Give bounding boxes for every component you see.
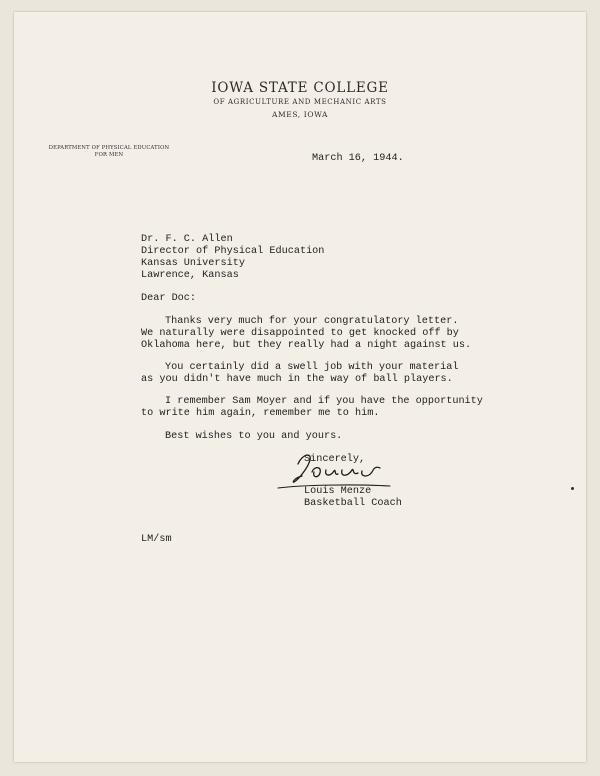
body-line: I remember Sam Moyer and if you have the opportunity	[165, 396, 483, 407]
letter-date: March 16, 1944.	[312, 153, 404, 164]
recipient-institution: Kansas University	[141, 258, 245, 269]
letterhead-subtitle: OF AGRICULTURE AND MECHANIC ARTS	[213, 98, 387, 106]
department-line-2: FOR MEN	[94, 152, 124, 158]
letterhead-city: AMES, IOWA	[271, 110, 329, 119]
closing: Sincerely,	[304, 454, 366, 465]
recipient-name: Dr. F. C. Allen	[141, 234, 233, 245]
body-line: Thanks very much for your congratulatory letter.	[165, 316, 459, 327]
signer-title: Basketball Coach	[304, 498, 402, 509]
body-line: to write him again, remember me to him.	[141, 408, 380, 419]
body-line: Oklahoma here, but they really had a night against us.	[141, 340, 472, 351]
letter-paper	[14, 12, 586, 762]
signer-name: Louis Menze	[304, 486, 372, 497]
salutation: Dear Doc:	[141, 293, 197, 304]
ink-speck	[571, 487, 574, 490]
letterhead-college: IOWA STATE COLLEGE	[211, 80, 389, 96]
body-line: Best wishes to you and yours.	[165, 431, 343, 442]
body-line: You certainly did a swell job with your material	[165, 362, 459, 373]
body-line: We naturally were disappointed to get knocked off by	[141, 328, 459, 339]
reference-initials: LM/sm	[141, 534, 172, 545]
department-line-1: DEPARTMENT OF PHYSICAL EDUCATION	[48, 145, 170, 151]
body-line: as you didn't have much in the way of ball players.	[141, 374, 453, 385]
recipient-city: Lawrence, Kansas	[141, 270, 239, 281]
recipient-title: Director of Physical Education	[141, 246, 325, 257]
